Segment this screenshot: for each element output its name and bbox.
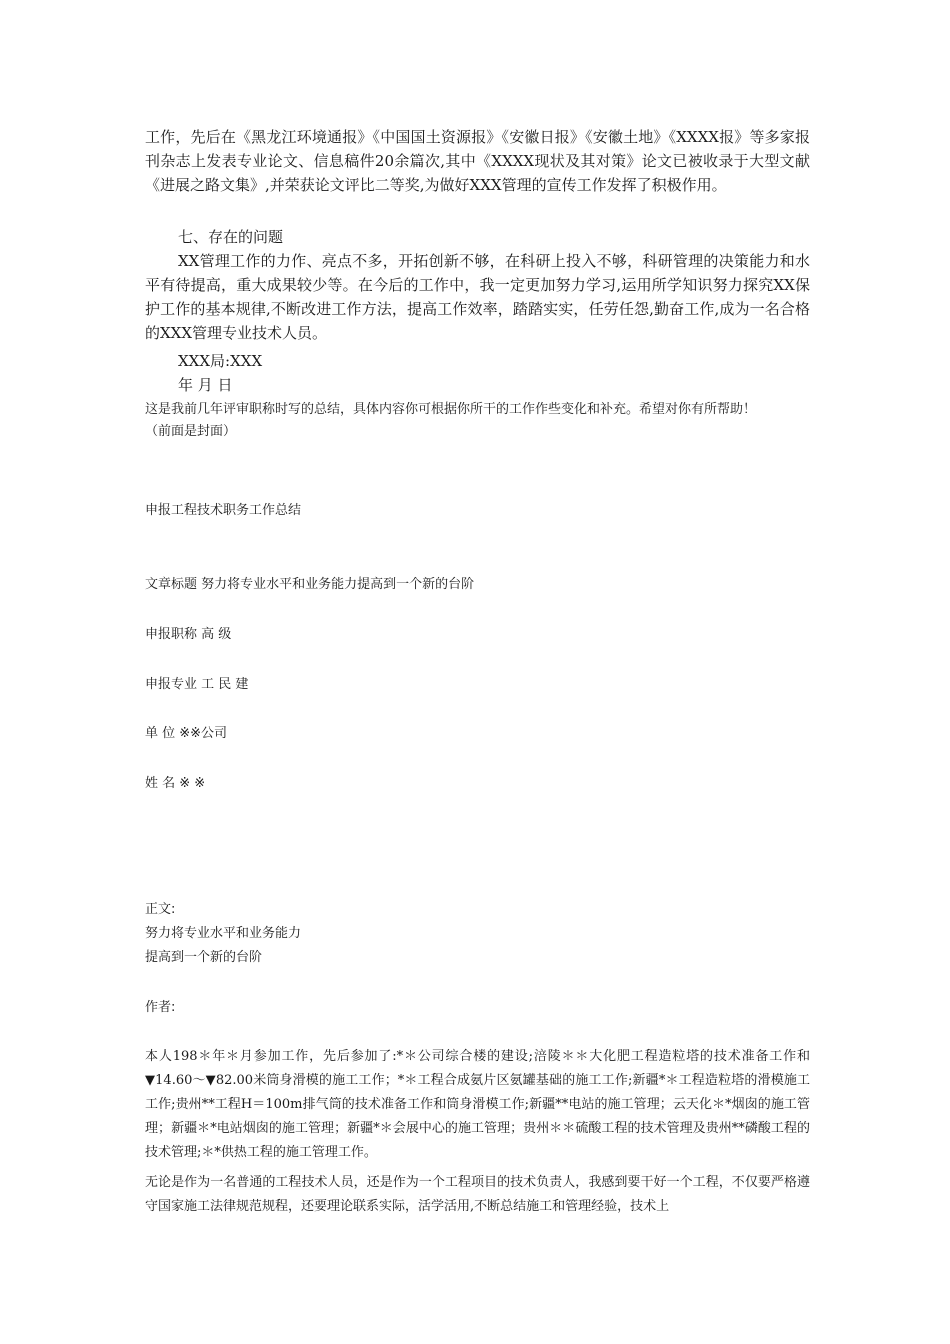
main-paragraph-1: 本人198＊年＊月参加工作，先后参加了:*＊公司综合楼的建设;涪陵＊＊大化肥工程造粒塔的技术准备工作和▼14.60～▼82.00米筒身滑模的施工工作；*＊工程合成氨片区氨罐基础的施工工作;新疆*＊工程造粒塔的滑模施工工作;贵州**工程H＝100m排气筒的技术准备工作和筒身滑模工作;新疆**电站的施工管理；云天化＊*烟囱的施工管理；新疆＊*电站烟囱的施工管理；新疆*＊会展中心的施工管理；贵州＊＊硫酸工程的技术管理及贵州**磷酸工程的技术管理;＊*供热工程的施工管理工作。 [145, 1049, 810, 1160]
signature-line: XXX局:XXX [178, 352, 263, 370]
cover-title-level: 申报职称 高 级 [145, 627, 232, 642]
cover-article-title: 文章标题 努力将专业水平和业务能力提高到一个新的台阶 [145, 577, 475, 592]
cover-title: 申报工程技术职务工作总结 [145, 503, 302, 518]
author-label: 作者: [145, 1000, 176, 1015]
main-paragraph-2: 无论是作为一名普通的工程技术人员，还是作为一个工程项目的技术负责人，我感到要干好一个工程，不仅要严格遵守国家施工法律规范规程，还要理论联系实际，活学活用,不断总结施工和管理经验，技术上 [145, 1175, 810, 1214]
main-heading-line1: 努力将专业水平和业务能力 [145, 926, 302, 941]
cover-unit: 单 位 ※※公司 [145, 726, 228, 741]
section-heading-problems: 七、存在的问题 [178, 228, 284, 246]
publications-paragraph: 工作，先后在《黑龙江环境通报》《中国国土资源报》《安徽日报》《安徽土地》《XXXX报》等多家报刊杂志上发表专业论文、信息稿件20余篇次,其中《XXXX现状及其对策》论文已被收录于大型文献《进展之路文集》,并荣获论文评比二等奖,为做好XXX管理的宣传工作发挥了积极作用。 [145, 128, 810, 194]
author-note: 这是我前几年评审职称时写的总结，具体内容你可根据你所干的工作作些变化和补充。希望对你有所帮助！ [145, 402, 757, 417]
cover-hint: （前面是封面） [145, 424, 237, 439]
cover-name: 姓 名 ※ ※ [145, 776, 206, 791]
problems-paragraph: XX管理工作的力作、亮点不多，开拓创新不够，在科研上投入不够，科研管理的决策能力和水平有待提高，重大成果较少等。在今后的工作中，我一定更加努力学习,运用所学知识努力探究XX保护工作的基本规律,不断改进工作方法，提高工作效率，踏踏实实，任劳任怨,勤奋工作,成为一名合格的XXX管理专业技术人员。 [145, 252, 810, 342]
cover-specialty: 申报专业 工 民 建 [145, 677, 249, 692]
main-heading-line2: 提高到一个新的台阶 [145, 950, 263, 965]
date-line: 年 月 日 [178, 376, 233, 394]
main-label: 正文: [145, 902, 176, 917]
